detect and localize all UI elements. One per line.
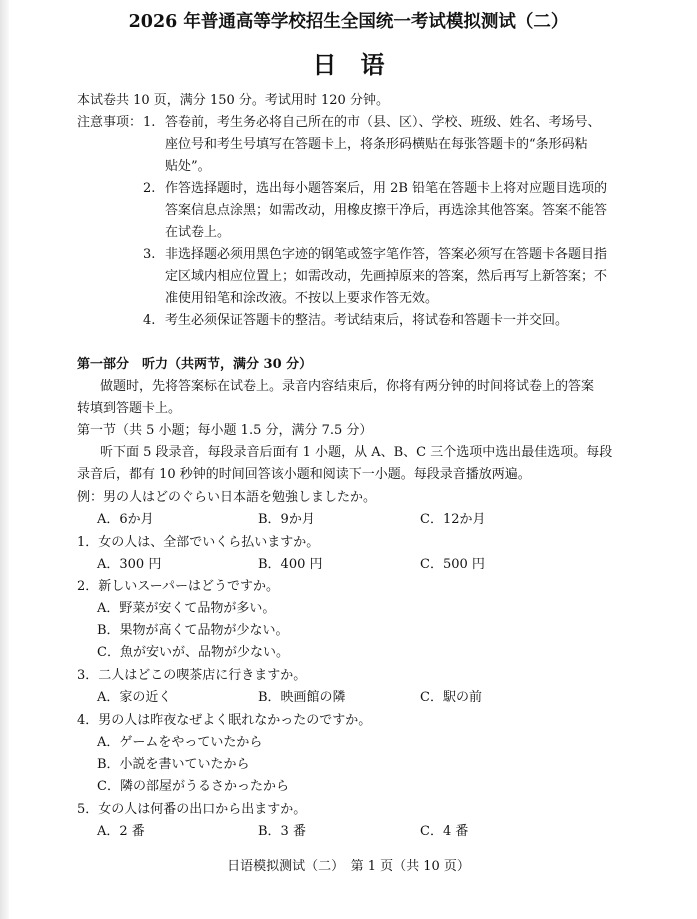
note-line: 准使用铅笔和涂改液。不按以上要求作答无效。 — [165, 291, 439, 306]
q1-option-c: C．500 円 — [420, 557, 485, 572]
q3-option-b: B．映画館の隣 — [258, 690, 346, 705]
question-5: 5．女の人は何番の出口から出ますか。 — [77, 802, 307, 817]
note-number: 4. — [143, 313, 156, 328]
q2-option-a: A．野菜が安くて品物が多い。 — [97, 601, 276, 616]
example-option-b: B．9か月 — [258, 512, 315, 527]
note-line: 答案信息点涂黑；如需改动，用橡皮擦干净后，再选涂其他答案。答案不能答 — [165, 203, 608, 218]
note-line: 定区域内相应位置上；如需改动，先画掉原来的答案，然后再写上新答案；不 — [165, 269, 608, 284]
q5-option-c: C．4 番 — [420, 824, 469, 839]
q5-option-b: B．3 番 — [258, 824, 306, 839]
example-option-c: C．12か月 — [420, 512, 486, 527]
question-4: 4．男の人は昨夜なぜよく眠れなかったのですか。 — [77, 713, 372, 728]
section1-instruction: 听下面 5 段录音，每段录音后面有 1 小题，从 A、B、C 三个选项中选出最佳选项。每段 — [100, 445, 613, 460]
question-2: 2．新しいスーパーはどうですか。 — [77, 579, 279, 594]
note-line: 座位号和考生号填写在答题卡上，将条形码横贴在每张答题卡的“条形码粘 — [165, 137, 588, 152]
example-question: 例：男の人はどのぐらい日本語を勉強しましたか。 — [77, 490, 377, 505]
q2-option-c: C．魚が安いが、品物が少ない。 — [97, 645, 289, 660]
note-number: 3. — [143, 247, 156, 262]
note-line: 作答选择题时，选出每小题答案后，用 2B 铅笔在答题卡上将对应题目选项的 — [165, 181, 608, 196]
q2-option-b: B．果物が高くて品物が少ない。 — [97, 623, 289, 638]
q1-option-b: B．400 円 — [258, 557, 323, 572]
q4-option-b: B．小説を書いていたから — [97, 757, 250, 772]
note-line: 贴处”。 — [165, 159, 211, 174]
q3-option-c: C．駅の前 — [420, 690, 482, 705]
q1-option-a: A．300 円 — [97, 557, 162, 572]
note-number: 1. — [143, 115, 156, 130]
exam-title: 2026 年普通高等学校招生全国统一考试模拟测试（二） — [128, 12, 569, 32]
part1-instruction: 转填到答题卡上。 — [77, 401, 182, 416]
example-option-a: A．6か月 — [97, 512, 154, 527]
note-line: 考生必须保证答题卡的整洁。考试结束后，将试卷和答题卡一并交回。 — [165, 313, 569, 328]
note-line: 非选择题必须用黑色字迹的钢笔或签字笔作答，答案必须写在答题卡各题目指 — [165, 247, 608, 262]
part1-heading: 第一部分 听力（共两节，满分 30 分） — [77, 357, 313, 372]
subject-title: 日语 — [312, 51, 409, 79]
q3-option-a: A．家の近く — [97, 690, 172, 705]
section1-instruction: 录音后，都有 10 秒钟的时间回答该小题和阅读下一小题。每段录音播放两遍。 — [77, 467, 531, 482]
part1-instruction: 做题时，先将答案标在试卷上。录音内容结束后，你将有两分钟的时间将试卷上的答案 — [100, 379, 595, 394]
note-number: 2. — [143, 181, 156, 196]
q4-option-c: C．隣の部屋がうるさかったから — [97, 779, 289, 794]
q4-option-a: A．ゲームをやっていたから — [97, 735, 263, 750]
question-3: 3．二人はどこの喫茶店に行きますか。 — [77, 668, 307, 683]
page-footer: 日语模拟测试（二） 第 1 页（共 10 页） — [227, 859, 470, 874]
note-line: 在试卷上。 — [165, 225, 231, 240]
note-line: 答卷前，考生务必将自己所在的市（县、区）、学校、班级、姓名、考场号、 — [165, 115, 601, 130]
q5-option-a: A．2 番 — [97, 824, 145, 839]
question-1: 1．女の人は、全部でいくら払いますか。 — [77, 535, 320, 550]
section1-heading: 第一节（共 5 小题；每小题 1.5 分，满分 7.5 分） — [77, 423, 373, 438]
notes-label: 注意事项： — [77, 115, 143, 130]
exam-intro: 本试卷共 10 页，满分 150 分。考试用时 120 分钟。 — [77, 93, 389, 108]
